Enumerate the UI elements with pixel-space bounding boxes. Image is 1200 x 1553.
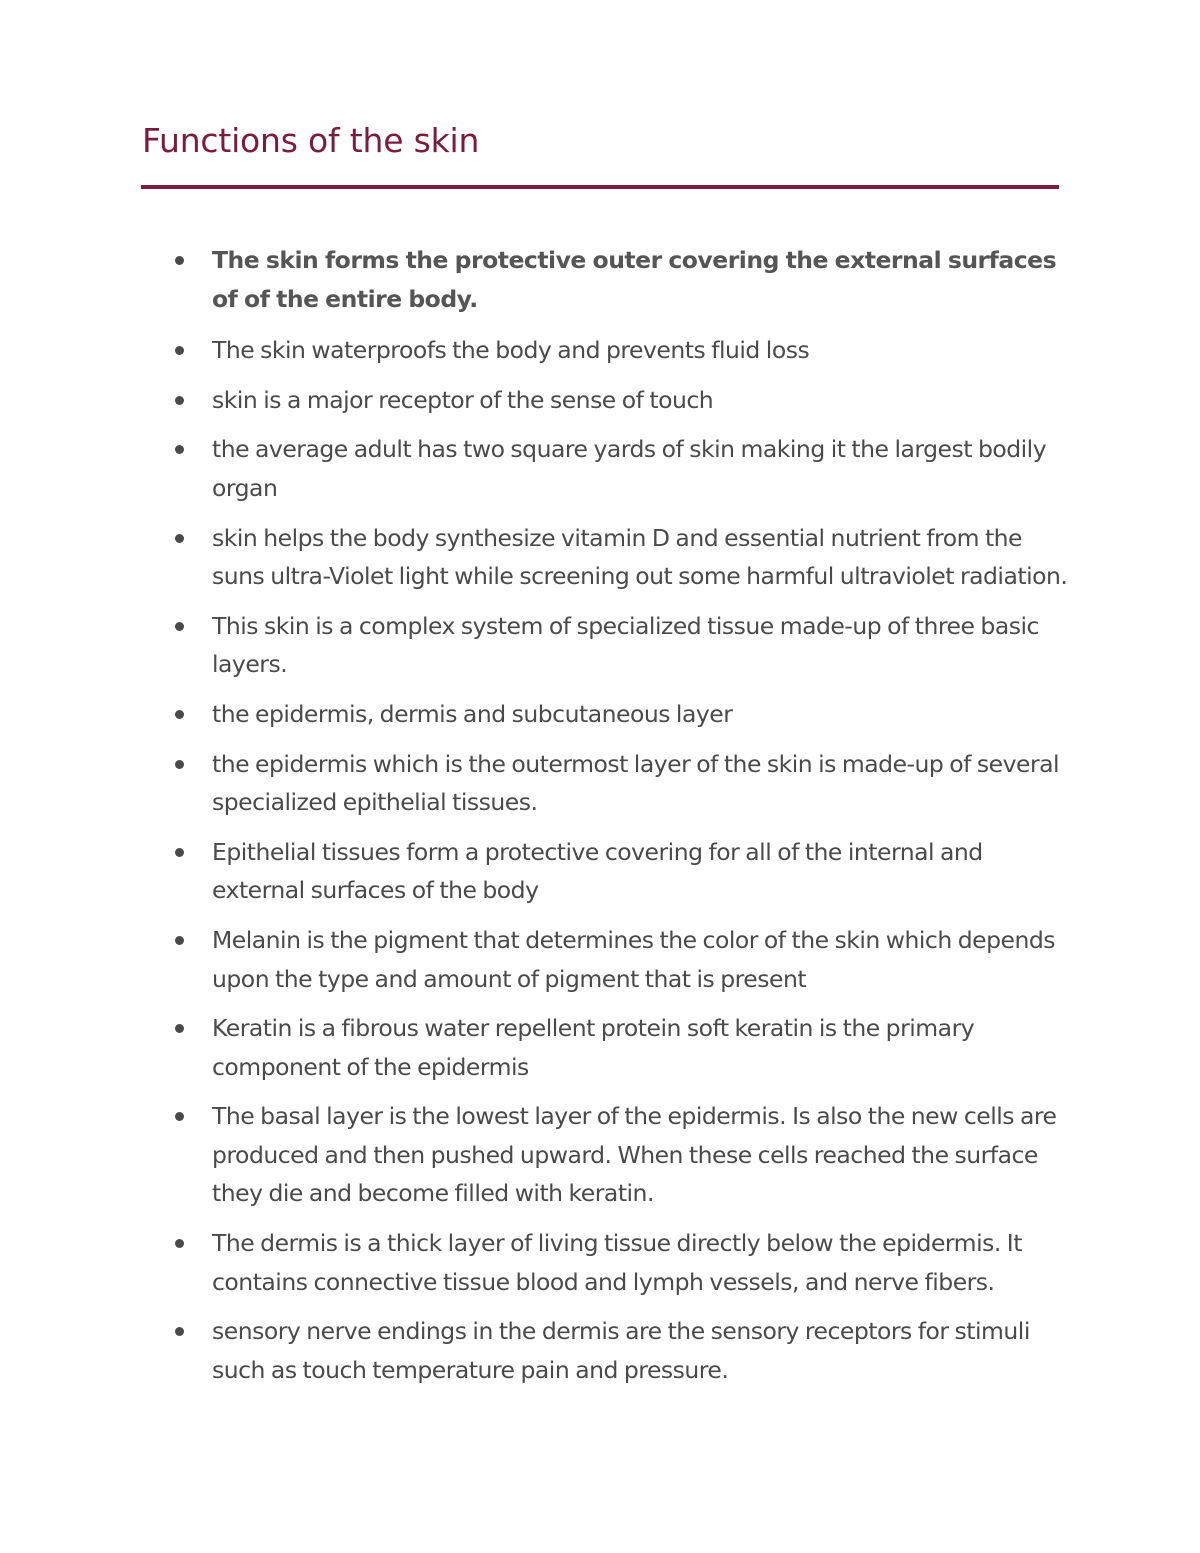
- list-item: [0, 833, 1200, 910]
- bullet-dot-icon: [175, 445, 184, 454]
- bullet-dot-icon: [175, 396, 184, 405]
- bullet-dot-icon: [175, 1327, 184, 1336]
- list-item-text: sensory nerve endings in the dermis are the sensory receptors for stimuli such as touch temperature pain and pressure.: [212, 1317, 1030, 1384]
- list-item-text: the epidermis, dermis and subcutaneous layer: [212, 699, 733, 728]
- list-item: [0, 430, 1200, 507]
- list-item-text: The skin waterproofs the body and prevents fluid loss: [212, 336, 810, 365]
- bullet-list: [0, 241, 1200, 1400]
- list-item-text: Epithelial tissues form a protective covering for all of the internal and external surfaces of the body: [212, 837, 983, 905]
- list-item: [0, 241, 1200, 318]
- title-underline-divider: [141, 185, 1059, 189]
- bullet-dot-icon: [175, 1112, 184, 1121]
- bullet-dot-icon: [175, 256, 184, 265]
- list-item: [0, 519, 1200, 596]
- list-item: [0, 745, 1200, 822]
- list-item-text: skin is a major receptor of the sense of touch: [212, 385, 714, 414]
- list-item-text: The basal layer is the lowest layer of the epidermis. Is also the new cells are produced and then pushed upward. When these cells reached the surface they die and become filled with keratin.: [212, 1102, 1057, 1208]
- list-item: [0, 1097, 1200, 1213]
- list-item-text: Keratin is a fibrous water repellent protein soft keratin is the primary component of the epidermis: [212, 1014, 975, 1081]
- bullet-dot-icon: [175, 346, 184, 355]
- bullet-dot-icon: [175, 1024, 184, 1033]
- list-item: [0, 1312, 1200, 1389]
- bullet-dot-icon: [175, 936, 184, 945]
- bullet-dot-icon: [175, 1239, 184, 1248]
- list-item-text: the epidermis which is the outermost layer of the skin is made-up of several specialized epithelial tissues.: [212, 749, 1060, 817]
- bullet-dot-icon: [175, 622, 184, 631]
- bullet-dot-icon: [175, 710, 184, 719]
- list-item: [0, 381, 1200, 420]
- list-item-text: The skin forms the protective outer covering the external surfaces of of the entire body.: [212, 246, 1057, 313]
- bullet-dot-icon: [175, 848, 184, 857]
- bullet-dot-icon: [175, 534, 184, 543]
- list-item: [0, 1224, 1200, 1301]
- list-item: [0, 921, 1200, 998]
- list-item: [0, 1009, 1200, 1086]
- bullet-dot-icon: [175, 760, 184, 769]
- list-item-text: Melanin is the pigment that determines the color of the skin which depends upon the type and amount of pigment that is present: [212, 925, 1056, 993]
- list-item-text: skin helps the body synthesize vitamin D and essential nutrient from the suns ultra-Violet light while screening out some harmful ultraviolet radiation.: [212, 523, 1068, 591]
- page-title: Functions of the skin: [142, 121, 480, 160]
- list-item: [0, 607, 1200, 684]
- list-item-text: The dermis is a thick layer of living tissue directly below the epidermis. It contains connective tissue blood and lymph vessels, and nerve fibers.: [212, 1229, 1022, 1296]
- list-item-text: This skin is a complex system of specialized tissue made-up of three basic layers.: [212, 611, 1039, 679]
- list-item: [0, 331, 1200, 370]
- list-item-text: the average adult has two square yards of skin making it the largest bodily organ: [212, 435, 1047, 502]
- list-item: [0, 695, 1200, 734]
